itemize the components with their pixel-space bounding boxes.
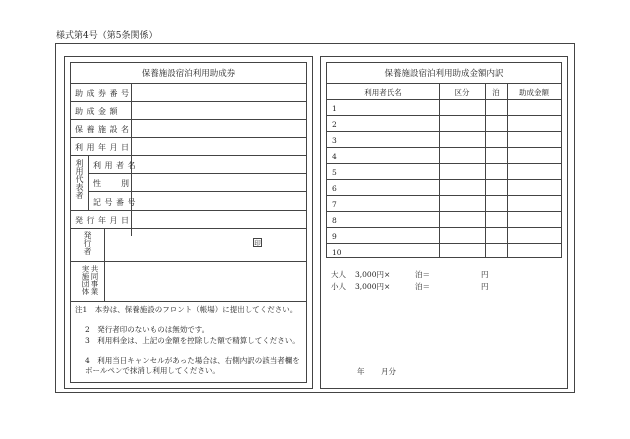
row-separator <box>327 163 561 164</box>
month-label: 月分 <box>381 367 396 376</box>
issuer-label: 発行者 <box>83 231 92 255</box>
row-number: 10 <box>332 248 342 257</box>
year-label: 年 <box>357 367 365 376</box>
subsidy-amount-label: 助成金額 <box>75 107 121 116</box>
row-number: 6 <box>332 184 337 193</box>
header-subsidy: 助成金額 <box>519 88 549 97</box>
symbol-no-label: 記号番号 <box>93 198 139 207</box>
row-separator <box>327 195 561 196</box>
row-number: 5 <box>332 168 337 177</box>
row-separator <box>327 211 561 212</box>
adult-unit: 円 <box>481 270 489 279</box>
representative-label: 利用代表者 <box>75 159 84 199</box>
voucher-panel <box>64 56 313 389</box>
breakdown-title: 保養施設宿泊利用助成金額内訳 <box>384 69 504 79</box>
row-separator <box>327 131 561 132</box>
child-unit: 円 <box>481 282 489 291</box>
row-number: 7 <box>332 200 337 209</box>
child-nights: 泊＝ <box>415 282 430 291</box>
adult-nights: 泊＝ <box>415 270 430 279</box>
breakdown-panel <box>320 56 568 389</box>
row-number: 3 <box>332 136 337 145</box>
note-3: 3 利用料金は、上記の金額を控除した額で精算してください。 <box>85 336 300 345</box>
header-user-name: 利用者氏名 <box>364 88 402 97</box>
note-1: 注1 本券は、保養施設のフロント（帳場）に提出してください。 <box>75 305 298 314</box>
row-number: 8 <box>332 216 337 225</box>
header-nights: 泊 <box>492 88 500 97</box>
header-category: 区分 <box>454 88 470 97</box>
row-separator <box>327 179 561 180</box>
row-number: 4 <box>332 152 337 161</box>
issue-date-label: 発行年月日 <box>75 216 133 225</box>
row-separator <box>327 115 561 116</box>
seal-mark: 印 <box>254 239 261 247</box>
row-number: 9 <box>332 232 337 241</box>
row-separator <box>327 227 561 228</box>
adult-rate: 3,000円× <box>355 270 391 279</box>
row-separator <box>327 147 561 148</box>
voucher-title: 保養施設宿泊利用助成券 <box>141 69 236 79</box>
voucher-box <box>70 62 307 383</box>
note-2: 2 発行者印のないものは無効です。 <box>85 325 210 334</box>
administrator-label: 共同事業実施団体 <box>81 265 99 295</box>
note-4: 4 利用当日キャンセルがあった場合は、右側内訳の該当者欄をボールペンで抹消し利用してください。 <box>85 356 300 375</box>
voucher-no-label: 助成券番号 <box>75 89 133 98</box>
row-separator <box>327 99 561 100</box>
row-separator <box>327 243 561 244</box>
breakdown-table <box>326 62 562 258</box>
user-name-label: 利用者名 <box>93 161 139 170</box>
form-label: 様式第4号（第5条関係） <box>56 31 158 41</box>
gender-label: 性 別 <box>93 179 135 188</box>
child-rate: 3,000円× <box>355 282 391 291</box>
facility-name-label: 保養施設名 <box>75 125 133 134</box>
row-number: 1 <box>332 104 337 113</box>
child-label: 小人 <box>331 282 346 291</box>
row-number: 2 <box>332 120 337 129</box>
adult-label: 大人 <box>331 270 346 279</box>
use-date-label: 利用年月日 <box>75 143 133 152</box>
